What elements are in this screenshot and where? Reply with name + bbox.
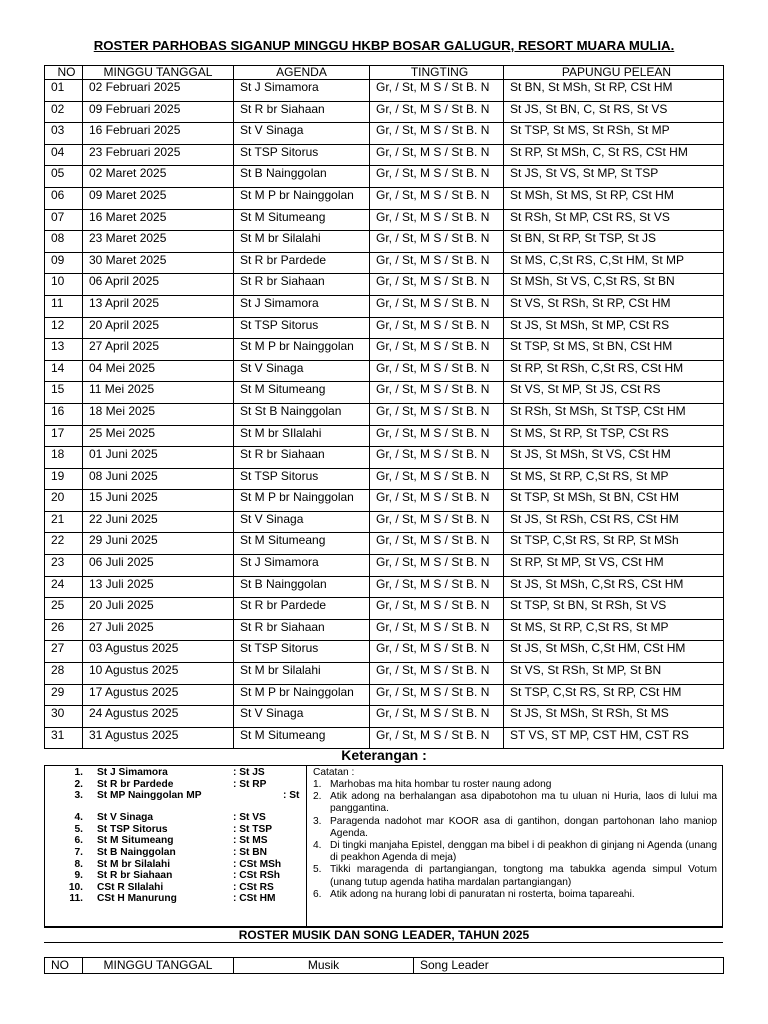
- person-name: St V Sinaga: [97, 812, 154, 824]
- cell-date: 09 Maret 2025: [83, 187, 234, 209]
- cell-tingting: Gr, / St, M S / St B. N: [370, 533, 504, 555]
- person-number: 9.: [74, 870, 83, 882]
- table-row: [45, 598, 724, 620]
- cell-no: 30: [45, 706, 83, 728]
- person-abbr: : St JS: [233, 767, 265, 778]
- cell-no: 26: [45, 619, 83, 641]
- cell-tingting: Gr, / St, M S / St B. N: [370, 511, 504, 533]
- keterangan-box: [44, 765, 723, 928]
- cell-tingting: Gr, / St, M S / St B. N: [370, 274, 504, 296]
- table-row: [45, 684, 724, 706]
- cell-agenda: St M P br Nainggolan: [234, 187, 370, 209]
- table-row: [45, 80, 724, 102]
- cell-tingting: Gr, / St, M S / St B. N: [370, 252, 504, 274]
- cell-tingting: Gr, / St, M S / St B. N: [370, 706, 504, 728]
- cell-papungu: St MS, C,St RS, C,St HM, St MP: [504, 252, 724, 274]
- table-row: [45, 511, 724, 533]
- cell-no: 10: [45, 274, 83, 296]
- cell-tingting: Gr, / St, M S / St B. N: [370, 727, 504, 749]
- cell-no: 31: [45, 727, 83, 749]
- cell-agenda: St V Sinaga: [234, 511, 370, 533]
- cell-no: 28: [45, 663, 83, 685]
- note-text: Di tingki manjaha Epistel, denggan ma bibel i di peakhon di ginjang ni Agenda (unang di peakhon Agenda di meja): [330, 840, 717, 864]
- cell-papungu: St RP, St MP, St VS, CSt HM: [504, 555, 724, 577]
- cell-agenda: St R br Pardede: [234, 252, 370, 274]
- table-row: [45, 468, 724, 490]
- note-item: [313, 889, 717, 901]
- cell-papungu: St RSh, St MSh, St TSP, CSt HM: [504, 403, 724, 425]
- cell-agenda: St TSP Sitorus: [234, 144, 370, 166]
- cell-date: 01 Juni 2025: [83, 447, 234, 469]
- person-name: St B Nainggolan: [97, 846, 176, 858]
- person-item: [45, 859, 300, 871]
- cell-no: 23: [45, 555, 83, 577]
- cell-papungu: St MSh, St VS, C,St RS, St BN: [504, 274, 724, 296]
- cell-date: 27 April 2025: [83, 339, 234, 361]
- table-row: [45, 576, 724, 598]
- cell-papungu: St JS, St RSh, CSt RS, CSt HM: [504, 511, 724, 533]
- cell-date: 06 Juli 2025: [83, 555, 234, 577]
- cell-no: 11: [45, 295, 83, 317]
- table-row: [45, 490, 724, 512]
- person-name: St M Situmeang: [97, 835, 174, 847]
- cell-agenda: St M P br Nainggolan: [234, 684, 370, 706]
- cell-agenda: St V Sinaga: [234, 360, 370, 382]
- cell-date: 27 Juli 2025: [83, 619, 234, 641]
- cell-agenda: St R br Siahaan: [234, 101, 370, 123]
- person-item: [45, 835, 300, 847]
- person-abbr: : CSt RSh: [233, 870, 280, 882]
- cell-papungu: St VS, St MP, St JS, CSt RS: [504, 382, 724, 404]
- cell-agenda: St R br Siahaan: [234, 447, 370, 469]
- cell-agenda: St M br Silalahi: [234, 663, 370, 685]
- cell-agenda: St M Situmeang: [234, 382, 370, 404]
- cell-tingting: Gr, / St, M S / St B. N: [370, 490, 504, 512]
- cell-papungu: St JS, St MSh, C,St RS, CSt HM: [504, 576, 724, 598]
- cell-no: 24: [45, 576, 83, 598]
- cell-agenda: St M br SIlalahi: [234, 425, 370, 447]
- table-row: [45, 187, 724, 209]
- cell-no: 17: [45, 425, 83, 447]
- cell-agenda: St TSP Sitorus: [234, 468, 370, 490]
- cell-papungu: St TSP, C,St RS, St RP, St MSh: [504, 533, 724, 555]
- notes-section: [313, 767, 717, 901]
- person-number: 8.: [74, 858, 83, 870]
- cell-papungu: ST VS, ST MP, CST HM, CST RS: [504, 727, 724, 749]
- people-list: [45, 767, 300, 905]
- table-row: [45, 727, 724, 749]
- cell-tingting: Gr, / St, M S / St B. N: [370, 555, 504, 577]
- cell-tingting: Gr, / St, M S / St B. N: [370, 144, 504, 166]
- cell-date: 06 April 2025: [83, 274, 234, 296]
- person-abbr: : CSt RS: [233, 881, 274, 893]
- cell-date: 04 Mei 2025: [83, 360, 234, 382]
- cell-agenda: St TSP Sitorus: [234, 641, 370, 663]
- person-number: 7.: [74, 846, 83, 858]
- person-name: St TSP Sitorus: [97, 823, 168, 835]
- cell-agenda: St R br Siahaan: [234, 274, 370, 296]
- table-row: [45, 144, 724, 166]
- person-abbr: : CSt MSh: [233, 858, 282, 870]
- cell-papungu: St VS, St RSh, St RP, CSt HM: [504, 295, 724, 317]
- cell-tingting: Gr, / St, M S / St B. N: [370, 317, 504, 339]
- musik-rule-bottom: [44, 942, 723, 943]
- cell-agenda: St St B Nainggolan: [234, 403, 370, 425]
- cell-date: 02 Maret 2025: [83, 166, 234, 188]
- cell-tingting: Gr, / St, M S / St B. N: [370, 360, 504, 382]
- cell-date: 13 Juli 2025: [83, 576, 234, 598]
- cell-no: 08: [45, 231, 83, 253]
- cell-no: 03: [45, 123, 83, 145]
- cell-no: 18: [45, 447, 83, 469]
- cell-tingting: Gr, / St, M S / St B. N: [370, 123, 504, 145]
- table-row: [45, 339, 724, 361]
- cell-date: 23 Februari 2025: [83, 144, 234, 166]
- cell-papungu: St TSP, St MS, St RSh, St MP: [504, 123, 724, 145]
- person-item: [45, 779, 300, 791]
- col-header-tingting: TINGTING: [370, 66, 504, 80]
- cell-tingting: Gr, / St, M S / St B. N: [370, 468, 504, 490]
- note-text: Atik adong na hurang lobi di panuratan ni rosterta, boima tapareahi.: [330, 888, 635, 900]
- cell-tingting: Gr, / St, M S / St B. N: [370, 447, 504, 469]
- cell-date: 20 April 2025: [83, 317, 234, 339]
- cell-agenda: St R br Pardede: [234, 598, 370, 620]
- table-row: [45, 706, 724, 728]
- person-abbr: : St MS: [233, 835, 268, 847]
- cell-papungu: St TSP, St MSh, St BN, CSt HM: [504, 490, 724, 512]
- person-abbr: : St RP: [233, 778, 267, 790]
- person-number: 4.: [74, 812, 83, 824]
- cell-papungu: St TSP, St MS, St BN, CSt HM: [504, 339, 724, 361]
- table-row: [45, 663, 724, 685]
- person-name: St J Simamora: [97, 767, 168, 778]
- keterangan-divider: [306, 766, 307, 927]
- table-row: [45, 166, 724, 188]
- cell-no: 16: [45, 403, 83, 425]
- note-number: 1.: [313, 779, 322, 790]
- cell-tingting: Gr, / St, M S / St B. N: [370, 598, 504, 620]
- col-header-agenda: AGENDA: [234, 66, 370, 80]
- note-number: 3.: [313, 815, 322, 827]
- table-row: [45, 317, 724, 339]
- cell-date: 24 Agustus 2025: [83, 706, 234, 728]
- cell-date: 29 Juni 2025: [83, 533, 234, 555]
- cell-agenda: St M Situmeang: [234, 727, 370, 749]
- cell-no: 25: [45, 598, 83, 620]
- cell-no: 12: [45, 317, 83, 339]
- cell-no: 14: [45, 360, 83, 382]
- note-number: 6.: [313, 888, 322, 900]
- person-abbr: : St VS: [233, 812, 266, 824]
- person-item: [45, 824, 300, 836]
- cell-agenda: St M P br Nainggolan: [234, 490, 370, 512]
- cell-papungu: St JS, St MSh, St MP, CSt RS: [504, 317, 724, 339]
- person-number: 5.: [74, 823, 83, 835]
- cell-date: 31 Agustus 2025: [83, 727, 234, 749]
- cell-agenda: St M Situmeang: [234, 533, 370, 555]
- table-row: [45, 274, 724, 296]
- note-text: Atik adong na berhalangan asa dipabotohon ma tu uluan ni Huria, laos di lului ma panggantina.: [330, 791, 717, 815]
- cell-date: 02 Februari 2025: [83, 80, 234, 102]
- person-abbr: : St TSP: [233, 823, 273, 835]
- cell-papungu: St MS, St RP, C,St RS, St MP: [504, 468, 724, 490]
- note-number: 5.: [313, 864, 322, 876]
- cell-tingting: Gr, / St, M S / St B. N: [370, 295, 504, 317]
- cell-papungu: St TSP, C,St RS, St RP, CSt HM: [504, 684, 724, 706]
- cell-agenda: St V Sinaga: [234, 706, 370, 728]
- col-header-no: NO: [45, 66, 83, 80]
- musik-col-date: MINGGU TANGGAL: [83, 958, 234, 974]
- table-row: [45, 101, 724, 123]
- cell-tingting: Gr, / St, M S / St B. N: [370, 187, 504, 209]
- cell-papungu: St JS, St VS, St MP, St TSP: [504, 166, 724, 188]
- cell-no: 05: [45, 166, 83, 188]
- catatan-label: Catatan :: [313, 767, 355, 778]
- cell-tingting: Gr, / St, M S / St B. N: [370, 101, 504, 123]
- person-abbr: : St BN: [233, 846, 267, 858]
- note-text: Paragenda nadohot mar KOOR asa di gantihon, dongan partohonan laho maniop Agenda.: [330, 815, 717, 839]
- cell-tingting: Gr, / St, M S / St B. N: [370, 382, 504, 404]
- cell-papungu: St RP, St RSh, C,St RS, CSt HM: [504, 360, 724, 382]
- note-text: Marhobas ma hita hombar tu roster naung adong: [330, 779, 552, 790]
- person-item: [45, 870, 300, 882]
- cell-no: 21: [45, 511, 83, 533]
- note-item: [313, 864, 717, 888]
- cell-tingting: Gr, / St, M S / St B. N: [370, 80, 504, 102]
- table-row: [45, 123, 724, 145]
- cell-date: 25 Mei 2025: [83, 425, 234, 447]
- cell-tingting: Gr, / St, M S / St B. N: [370, 619, 504, 641]
- cell-no: 04: [45, 144, 83, 166]
- cell-date: 15 Juni 2025: [83, 490, 234, 512]
- cell-agenda: St J Simamora: [234, 295, 370, 317]
- table-row: [45, 641, 724, 663]
- note-text: Tikki maragenda di partangiangan, tongtong ma tabukka agenda simpul Votum (unang tutup agenda hatiha mardalan partangiangan): [330, 864, 717, 888]
- cell-papungu: St JS, St MSh, C,St HM, CSt HM: [504, 641, 724, 663]
- cell-date: 13 April 2025: [83, 295, 234, 317]
- person-item: [45, 767, 300, 779]
- cell-agenda: St V Sinaga: [234, 123, 370, 145]
- note-item: [313, 779, 717, 791]
- table-row: [45, 619, 724, 641]
- cell-no: 29: [45, 684, 83, 706]
- cell-papungu: St BN, St MSh, St RP, CSt HM: [504, 80, 724, 102]
- table-row: [45, 555, 724, 577]
- cell-date: 03 Agustus 2025: [83, 641, 234, 663]
- roster-title: ROSTER PARHOBAS SIGANUP MINGGU HKBP BOSAR GALUGUR, RESORT MUARA MULIA.: [93, 38, 675, 53]
- cell-papungu: St JS, St MSh, St VS, CSt HM: [504, 447, 724, 469]
- person-abbr: : CSt HM: [233, 893, 276, 905]
- cell-tingting: Gr, / St, M S / St B. N: [370, 166, 504, 188]
- cell-papungu: St VS, St RSh, St MP, St BN: [504, 663, 724, 685]
- cell-date: 30 Maret 2025: [83, 252, 234, 274]
- person-item: [45, 882, 300, 894]
- person-item: [45, 893, 300, 905]
- cell-date: 17 Agustus 2025: [83, 684, 234, 706]
- person-name: CSt R SIlalahi: [97, 881, 164, 893]
- cell-date: 16 Februari 2025: [83, 123, 234, 145]
- cell-no: 20: [45, 490, 83, 512]
- col-header-papungu: PAPUNGU PELEAN: [504, 66, 724, 80]
- keterangan-title: Keterangan :: [341, 747, 427, 763]
- cell-papungu: St MSh, St MS, St RP, CSt HM: [504, 187, 724, 209]
- table-row: [45, 447, 724, 469]
- cell-tingting: Gr, / St, M S / St B. N: [370, 403, 504, 425]
- cell-tingting: Gr, / St, M S / St B. N: [370, 339, 504, 361]
- cell-date: 18 Mei 2025: [83, 403, 234, 425]
- cell-agenda: St M P br Nainggolan: [234, 339, 370, 361]
- cell-no: 09: [45, 252, 83, 274]
- cell-no: 07: [45, 209, 83, 231]
- cell-date: 08 Juni 2025: [83, 468, 234, 490]
- col-header-date: MINGGU TANGGAL: [83, 66, 234, 80]
- musik-header-row: [45, 958, 724, 974]
- cell-agenda: St R br Siahaan: [234, 619, 370, 641]
- musik-rule-top: [44, 926, 723, 927]
- note-item: [313, 816, 717, 840]
- person-number: 6.: [74, 835, 83, 847]
- musik-col-no: NO: [45, 958, 83, 974]
- cell-tingting: Gr, / St, M S / St B. N: [370, 684, 504, 706]
- note-item: [313, 840, 717, 864]
- cell-papungu: St RP, St MSh, C, St RS, CSt HM: [504, 144, 724, 166]
- cell-papungu: St MS, St RP, St TSP, CSt RS: [504, 425, 724, 447]
- cell-papungu: St TSP, St BN, St RSh, St VS: [504, 598, 724, 620]
- musik-col-leader: Song Leader: [414, 958, 724, 974]
- cell-no: 02: [45, 101, 83, 123]
- note-item: [313, 791, 717, 815]
- table-row: [45, 425, 724, 447]
- musik-table: [44, 957, 724, 974]
- person-number: 10.: [68, 881, 83, 893]
- person-item: [45, 847, 300, 859]
- person-name: St MP Nainggolan MP: [97, 790, 202, 802]
- table-row: [45, 209, 724, 231]
- cell-date: 20 Juli 2025: [83, 598, 234, 620]
- person-name: St R br Pardede: [97, 778, 174, 790]
- cell-papungu: St MS, St RP, C,St RS, St MP: [504, 619, 724, 641]
- cell-no: 27: [45, 641, 83, 663]
- note-number: 2.: [313, 791, 322, 803]
- table-row: [45, 231, 724, 253]
- cell-papungu: St RSh, St MP, CSt RS, St VS: [504, 209, 724, 231]
- note-number: 4.: [313, 840, 322, 852]
- table-row: [45, 360, 724, 382]
- cell-no: 15: [45, 382, 83, 404]
- person-number: 3.: [74, 790, 83, 802]
- cell-tingting: Gr, / St, M S / St B. N: [370, 576, 504, 598]
- cell-date: 10 Agustus 2025: [83, 663, 234, 685]
- cell-no: 13: [45, 339, 83, 361]
- cell-no: 19: [45, 468, 83, 490]
- person-name: CSt H Manurung: [97, 893, 177, 905]
- cell-date: 09 Februari 2025: [83, 101, 234, 123]
- cell-agenda: St B Nainggolan: [234, 166, 370, 188]
- person-number: 2.: [74, 778, 83, 790]
- cell-no: 01: [45, 80, 83, 102]
- cell-no: 06: [45, 187, 83, 209]
- table-row: [45, 295, 724, 317]
- table-row: [45, 533, 724, 555]
- cell-date: 22 Juni 2025: [83, 511, 234, 533]
- table-row: [45, 403, 724, 425]
- cell-agenda: St J Simamora: [234, 80, 370, 102]
- person-name: St M br Silalahi: [97, 858, 171, 870]
- cell-tingting: Gr, / St, M S / St B. N: [370, 231, 504, 253]
- cell-tingting: Gr, / St, M S / St B. N: [370, 663, 504, 685]
- table-row: [45, 252, 724, 274]
- person-item: [45, 790, 300, 812]
- cell-papungu: St JS, St BN, C, St RS, St VS: [504, 101, 724, 123]
- person-name: St R br Siahaan: [97, 870, 173, 882]
- cell-papungu: St BN, St RP, St TSP, St JS: [504, 231, 724, 253]
- cell-agenda: St J Simamora: [234, 555, 370, 577]
- cell-tingting: Gr, / St, M S / St B. N: [370, 641, 504, 663]
- cell-agenda: St TSP Sitorus: [234, 317, 370, 339]
- cell-date: 16 Maret 2025: [83, 209, 234, 231]
- cell-tingting: Gr, / St, M S / St B. N: [370, 209, 504, 231]
- cell-tingting: Gr, / St, M S / St B. N: [370, 425, 504, 447]
- cell-agenda: St M br Silalahi: [234, 231, 370, 253]
- cell-date: 23 Maret 2025: [83, 231, 234, 253]
- roster-header-row: [45, 66, 724, 80]
- cell-papungu: St JS, St MSh, St RSh, St MS: [504, 706, 724, 728]
- cell-date: 11 Mei 2025: [83, 382, 234, 404]
- cell-agenda: St M Situmeang: [234, 209, 370, 231]
- person-number: 1.: [74, 767, 83, 778]
- musik-title: ROSTER MUSIK DAN SONG LEADER, TAHUN 2025: [238, 928, 530, 942]
- cell-no: 22: [45, 533, 83, 555]
- person-abbr: : St: [283, 790, 300, 802]
- musik-col-musik: Musik: [234, 958, 414, 974]
- person-number: 11.: [69, 893, 83, 905]
- roster-table: [44, 65, 724, 749]
- table-row: [45, 382, 724, 404]
- cell-agenda: St B Nainggolan: [234, 576, 370, 598]
- person-item: [45, 812, 300, 824]
